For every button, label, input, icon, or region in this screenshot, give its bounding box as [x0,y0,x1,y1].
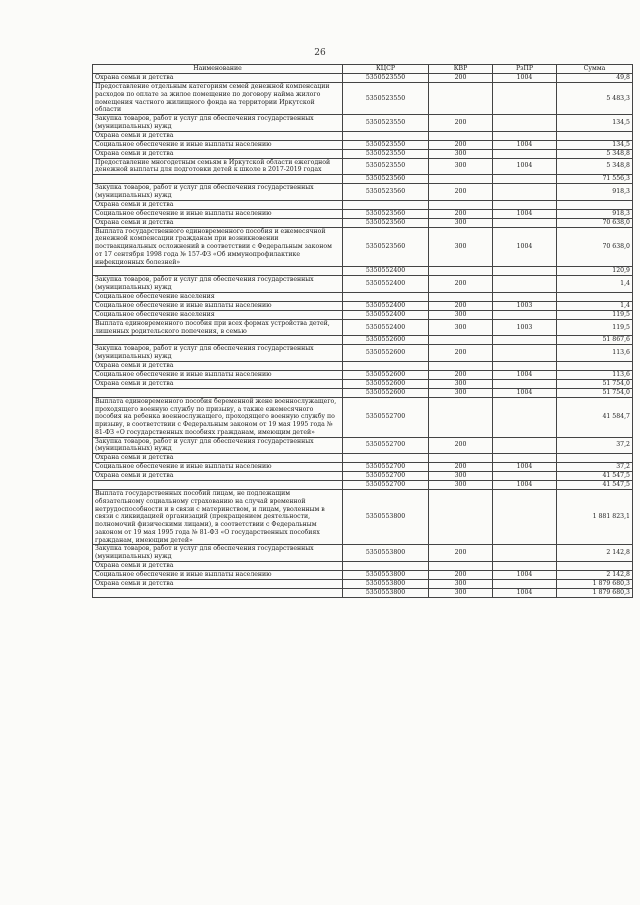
table-row [93,301,633,310]
row-sum: 113,6 [557,370,633,379]
row-rzpr [493,490,557,545]
row-kvr: 200 [429,209,493,218]
row-name: Охрана семьи и детства [93,561,343,570]
row-sum: 1 881 823,1 [557,490,633,545]
row-kcsr: 5350552400 [343,310,429,319]
row-kvr: 200 [429,370,493,379]
row-name: Выплата государственных пособий лицам, не подлежащим обязательному социальному страхованию на случай временной нетрудоспособности и в связи с материнством, и лицам, уволенным в связи с ликвидацией организаций (прекращением деятельности, полномочий физическими лицами), в соответствии с Федеральным законом от 19 мая 1995 года № 81-ФЗ «О государственных пособиях гражданам, имеющим детей» [93,490,343,545]
row-sum: 119,5 [557,310,633,319]
row-sum: 1 879 680,3 [557,579,633,588]
table-row [93,267,633,276]
row-rzpr [493,454,557,463]
row-kcsr: 5350552600 [343,370,429,379]
row-name: Социальное обеспечение и иные выплаты населению [93,140,343,149]
row-sum: 1,4 [557,276,633,293]
row-kvr: 200 [429,276,493,293]
row-name: Предоставление многодетным семьям в Иркутской области ежегодной денежной выплаты для подготовки детей к школе в 2017-2019 годах [93,158,343,175]
row-rzpr [493,200,557,209]
table-row [93,345,633,362]
row-sum: 49,8 [557,74,633,83]
row-kvr: 300 [429,158,493,175]
row-kvr: 300 [429,227,493,267]
row-kcsr [343,561,429,570]
row-rzpr [493,545,557,562]
row-name: Охрана семьи и детства [93,74,343,83]
row-kcsr: 5350552400 [343,319,429,336]
row-rzpr: 1004 [493,74,557,83]
row-kcsr: 5350523550 [343,140,429,149]
row-rzpr [493,218,557,227]
row-kcsr: 5350523560 [343,184,429,201]
header-kvr: КВР [429,65,493,74]
row-rzpr: 1004 [493,227,557,267]
row-kvr [429,83,493,115]
row-kvr [429,561,493,570]
row-rzpr [493,131,557,140]
row-kcsr [343,361,429,370]
row-kvr: 200 [429,184,493,201]
row-rzpr [493,472,557,481]
table-row [93,292,633,301]
row-name: Социальное обеспечение и иные выплаты населению [93,570,343,579]
row-name [93,336,343,345]
row-name [93,388,343,397]
row-rzpr [493,184,557,201]
row-name: Закупка товаров, работ и услуг для обеспечения государственных (муниципальных) нужд [93,184,343,201]
row-kcsr: 5350523550 [343,149,429,158]
row-sum [557,292,633,301]
row-name: Охрана семьи и детства [93,579,343,588]
row-name: Социальное обеспечение населения [93,292,343,301]
row-kvr: 300 [429,319,493,336]
row-sum [557,561,633,570]
row-sum: 5 483,3 [557,83,633,115]
table-header-row [93,65,633,74]
row-sum: 51 754,0 [557,388,633,397]
row-sum: 51 754,0 [557,379,633,388]
row-sum: 71 556,3 [557,175,633,184]
row-name: Социальное обеспечение и иные выплаты населению [93,463,343,472]
row-sum: 37,2 [557,437,633,454]
row-kcsr: 5350552700 [343,463,429,472]
row-name: Охрана семьи и детства [93,218,343,227]
table-row [93,490,633,545]
row-rzpr [493,175,557,184]
row-kvr: 300 [429,472,493,481]
row-kcsr: 5350523560 [343,175,429,184]
row-kcsr: 5350552600 [343,388,429,397]
row-sum: 41 547,5 [557,481,633,490]
row-kvr: 300 [429,588,493,597]
row-name: Охрана семьи и детства [93,472,343,481]
row-rzpr [493,437,557,454]
row-sum: 134,5 [557,115,633,132]
row-rzpr [493,379,557,388]
table-row [93,370,633,379]
row-sum: 119,5 [557,319,633,336]
row-kcsr: 5350552400 [343,276,429,293]
row-kcsr: 5350552700 [343,472,429,481]
row-kvr [429,292,493,301]
row-kcsr: 5350523560 [343,218,429,227]
row-rzpr [493,292,557,301]
row-sum [557,454,633,463]
header-kcsr: КЦСР [343,65,429,74]
row-kcsr: 5350552600 [343,336,429,345]
row-name: Охрана семьи и детства [93,131,343,140]
row-kcsr: 5350552400 [343,267,429,276]
row-rzpr: 1004 [493,588,557,597]
row-kcsr: 5350553800 [343,570,429,579]
table-row [93,83,633,115]
table-row [93,74,633,83]
row-name: Закупка товаров, работ и услуг для обеспечения государственных (муниципальных) нужд [93,545,343,562]
row-sum: 41 547,5 [557,472,633,481]
row-rzpr [493,397,557,437]
row-sum: 5 348,8 [557,158,633,175]
row-name: Выплата единовременного пособия беременной жене военнослужащего, проходящего военную службу по призыву, а также ежемесячного пособия на ребенка военнослужащего, проходящего военную службу по призыву, в соответствии с Федеральным законом от 19 мая 1995 года № 81-ФЗ «О государственных пособиях гражданам, имеющим детей» [93,397,343,437]
row-kvr: 200 [429,140,493,149]
row-kcsr [343,292,429,301]
row-rzpr [493,267,557,276]
row-name: Охрана семьи и детства [93,361,343,370]
table-row [93,545,633,562]
table-row [93,397,633,437]
row-name: Закупка товаров, работ и услуг для обеспечения государственных (муниципальных) нужд [93,345,343,362]
table-row [93,131,633,140]
row-name: Закупка товаров, работ и услуг для обеспечения государственных (муниципальных) нужд [93,115,343,132]
row-kvr [429,131,493,140]
table-row [93,561,633,570]
row-kvr: 200 [429,570,493,579]
row-kvr: 300 [429,218,493,227]
row-rzpr: 1004 [493,209,557,218]
row-sum: 120,9 [557,267,633,276]
row-kcsr [343,200,429,209]
table-row [93,454,633,463]
row-kvr [429,361,493,370]
row-rzpr [493,276,557,293]
table-row [93,579,633,588]
row-kvr: 300 [429,310,493,319]
row-sum: 918,3 [557,184,633,201]
table-row [93,175,633,184]
table-row [93,481,633,490]
table-row [93,588,633,597]
row-sum: 41 584,7 [557,397,633,437]
row-kvr: 300 [429,149,493,158]
row-kvr [429,175,493,184]
row-name: Социальное обеспечение населения [93,310,343,319]
header-name: Наименование [93,65,343,74]
row-rzpr: 1004 [493,570,557,579]
row-kcsr: 5350553800 [343,490,429,545]
table-row [93,149,633,158]
row-name [93,267,343,276]
table-row [93,115,633,132]
row-rzpr [493,561,557,570]
table-row [93,184,633,201]
row-rzpr [493,310,557,319]
table-row [93,200,633,209]
row-name [93,175,343,184]
row-rzpr: 1004 [493,370,557,379]
row-rzpr [493,345,557,362]
header-rzpr: РзПР [493,65,557,74]
row-rzpr: 1004 [493,463,557,472]
row-rzpr [493,115,557,132]
table-row [93,209,633,218]
row-name: Выплата единовременного пособия при всех формах устройства детей, лишенных родительского попечения, в семью [93,319,343,336]
page-number: 26 [314,48,326,58]
row-kcsr: 5350523560 [343,209,429,218]
row-kvr [429,454,493,463]
table-row [93,463,633,472]
row-kcsr: 5350553800 [343,579,429,588]
table-row [93,437,633,454]
row-kvr: 200 [429,545,493,562]
row-sum: 5 348,8 [557,149,633,158]
row-rzpr: 1004 [493,481,557,490]
row-sum: 70 638,0 [557,227,633,267]
row-kcsr: 5350552700 [343,397,429,437]
row-kcsr: 5350552700 [343,481,429,490]
row-kvr [429,397,493,437]
row-name [93,481,343,490]
row-kvr: 300 [429,379,493,388]
row-sum: 134,5 [557,140,633,149]
row-name: Охрана семьи и детства [93,454,343,463]
row-kcsr: 5350552700 [343,437,429,454]
row-kvr: 300 [429,579,493,588]
row-rzpr: 1003 [493,301,557,310]
row-kcsr: 5350523550 [343,74,429,83]
row-kvr: 200 [429,463,493,472]
table-row [93,570,633,579]
row-sum: 2 142,8 [557,570,633,579]
row-sum: 1,4 [557,301,633,310]
row-rzpr [493,361,557,370]
table-row [93,158,633,175]
table-row [93,361,633,370]
table-row [93,218,633,227]
row-name: Охрана семьи и детства [93,200,343,209]
row-kcsr: 5350523550 [343,158,429,175]
row-kcsr: 5350523560 [343,227,429,267]
header-sum: Сумма [557,65,633,74]
row-name: Социальное обеспечение и иные выплаты населению [93,209,343,218]
row-rzpr [493,336,557,345]
row-kvr: 200 [429,345,493,362]
row-kcsr: 5350553800 [343,545,429,562]
row-rzpr: 1004 [493,140,557,149]
row-kcsr: 5350552600 [343,379,429,388]
row-kvr: 300 [429,388,493,397]
row-kcsr: 5350523550 [343,115,429,132]
row-rzpr [493,149,557,158]
row-kcsr: 5350523550 [343,83,429,115]
row-rzpr [493,579,557,588]
row-name [93,588,343,597]
row-sum: 70 638,0 [557,218,633,227]
row-kcsr [343,454,429,463]
row-rzpr: 1003 [493,319,557,336]
budget-table [92,64,633,598]
row-kcsr: 5350552400 [343,301,429,310]
row-kcsr: 5350553800 [343,588,429,597]
table-row [93,310,633,319]
row-kvr: 200 [429,301,493,310]
row-name: Предоставление отдельным категориям семей денежной компенсации расходов по оплате за жилое помещение по договору найма жилого помещения частного жилищного фонда на территории Иркутской области [93,83,343,115]
row-rzpr [493,83,557,115]
row-kvr: 200 [429,437,493,454]
table-row [93,276,633,293]
row-sum: 918,3 [557,209,633,218]
row-name: Выплата государственного единовременного пособия и ежемесячной денежной компенсации гражданам при возникновении поствакцинальных осложнений в соответствии с Федеральным законом от 17 сентября 1998 года № 157-ФЗ «Об иммунопрофилактике инфекционных болезней» [93,227,343,267]
row-kvr [429,490,493,545]
table-row [93,227,633,267]
row-sum [557,131,633,140]
table-row [93,140,633,149]
row-name: Закупка товаров, работ и услуг для обеспечения государственных (муниципальных) нужд [93,276,343,293]
row-rzpr: 1004 [493,388,557,397]
row-kcsr [343,131,429,140]
row-kvr [429,336,493,345]
row-name: Социальное обеспечение и иные выплаты населению [93,370,343,379]
row-name: Социальное обеспечение и иные выплаты населению [93,301,343,310]
table-row [93,319,633,336]
row-kvr: 200 [429,115,493,132]
row-kvr: 300 [429,481,493,490]
row-sum: 113,6 [557,345,633,362]
row-rzpr: 1004 [493,158,557,175]
table-row [93,472,633,481]
row-kvr: 200 [429,74,493,83]
row-sum: 51 867,6 [557,336,633,345]
table-row [93,388,633,397]
row-sum: 37,2 [557,463,633,472]
row-sum: 2 142,8 [557,545,633,562]
row-sum [557,200,633,209]
row-sum [557,361,633,370]
row-name: Охрана семьи и детства [93,149,343,158]
table-row [93,379,633,388]
row-kvr [429,200,493,209]
row-kvr [429,267,493,276]
row-name: Закупка товаров, работ и услуг для обеспечения государственных (муниципальных) нужд [93,437,343,454]
row-name: Охрана семьи и детства [93,379,343,388]
row-kcsr: 5350552600 [343,345,429,362]
table-row [93,336,633,345]
row-sum: 1 879 680,3 [557,588,633,597]
